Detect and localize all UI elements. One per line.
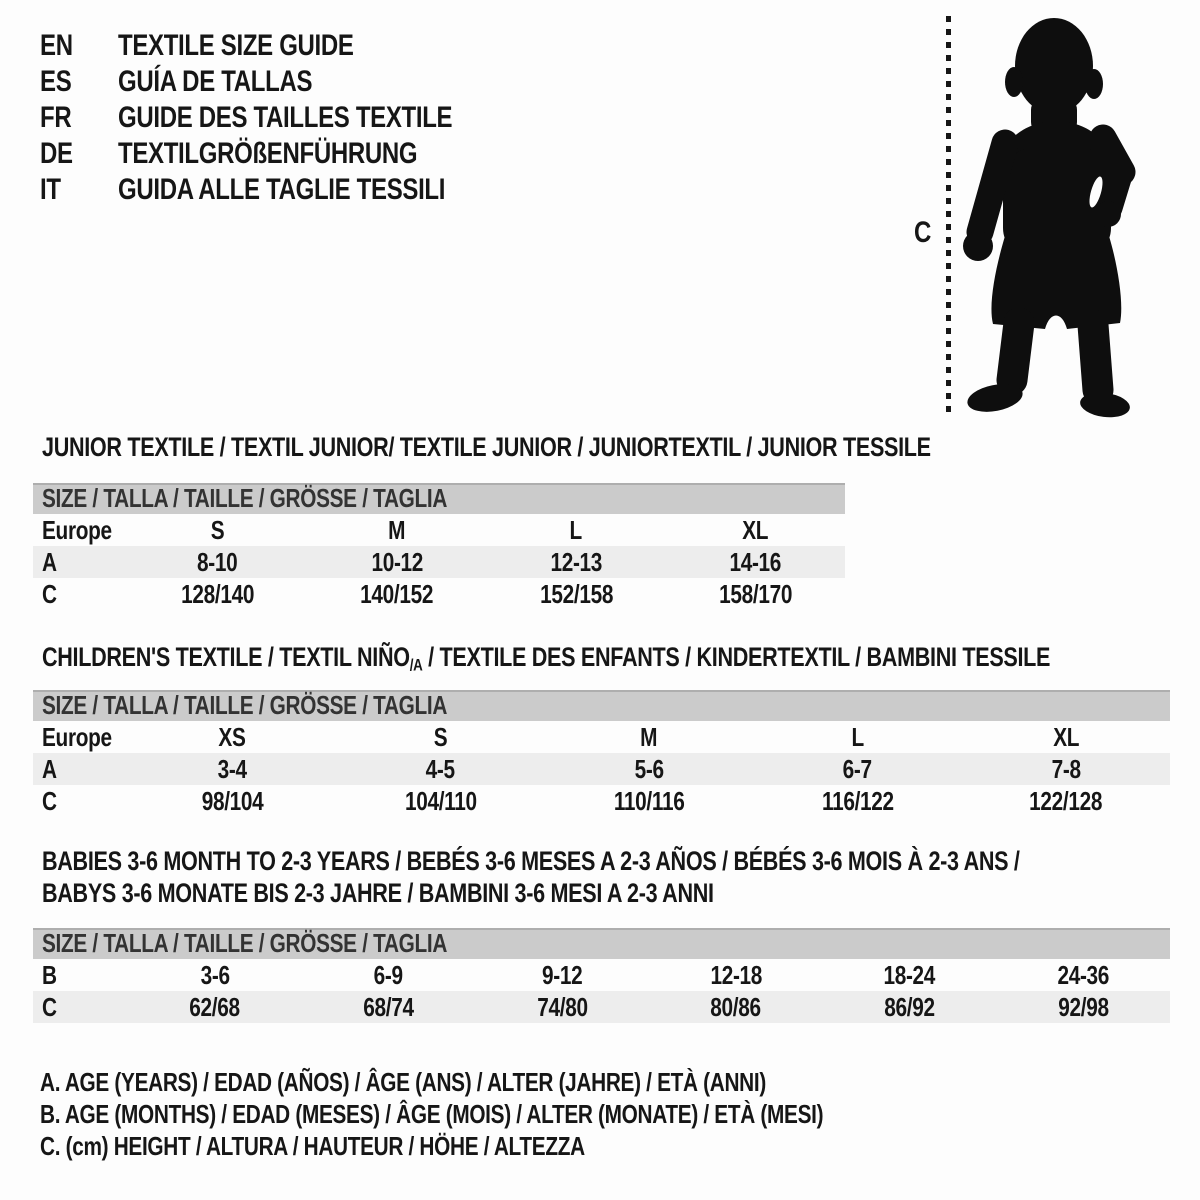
lang-code: IT (40, 173, 61, 206)
lang-row-de (40, 136, 536, 172)
value-cell: 24-36 (1057, 959, 1109, 990)
value-cell: 128/140 (181, 578, 255, 609)
lang-title: TEXTILGRÖßENFÜHRUNG (118, 137, 418, 170)
babies-title-line1: BABIES 3-6 MONTH TO 2-3 YEARS / BEBÉS 3-6 MESES A 2-3 AÑOS / BÉBÉS 3-6 MOIS À 2-3 ANS / (42, 846, 1020, 876)
size-cell: L (851, 721, 864, 752)
value-cell: 6-9 (373, 959, 404, 990)
legend-line-a: A. AGE (YEARS) / EDAD (AÑOS) / ÂGE (ANS) / ALTER (JAHRE) / ETÀ (ANNI) (40, 1066, 766, 1097)
lang-row-es (40, 64, 536, 100)
value-cell: 7-8 (1051, 753, 1081, 784)
table-row (33, 514, 845, 546)
value-cell: 14-16 (729, 546, 782, 577)
row-label: A (42, 546, 57, 577)
row-label: C (42, 785, 57, 816)
row-label: C (42, 991, 57, 1022)
value-cell: 3-4 (217, 753, 247, 784)
value-cell: 158/170 (718, 578, 792, 609)
size-cell: S (433, 721, 448, 752)
value-cell: 5-6 (634, 753, 664, 784)
row-label: A (42, 753, 57, 784)
value-cell: 152/158 (539, 578, 613, 609)
size-cell: M (640, 721, 658, 752)
children-section-title-text (42, 641, 1050, 682)
size-header-label: SIZE / TALLA / TAILLE / GRÖSSE / TAGLIA (42, 690, 448, 720)
value-cell: 98/104 (201, 785, 264, 816)
lang-row-fr (40, 100, 536, 136)
size-header-label: SIZE / TALLA / TAILLE / GRÖSSE / TAGLIA (42, 483, 448, 513)
language-list (40, 28, 536, 208)
lang-code: FR (40, 101, 72, 134)
value-cell: 12-18 (710, 959, 762, 990)
value-cell: 140/152 (360, 578, 434, 609)
value-cell: 4-5 (426, 753, 456, 784)
lang-title: GUIDA ALLE TAGLIE TESSILI (118, 173, 446, 206)
lang-code: ES (40, 65, 72, 98)
lang-code: EN (40, 29, 73, 62)
children-title-subscript: /A (409, 655, 423, 675)
table-row (33, 959, 1170, 991)
table-row (33, 991, 1170, 1023)
lang-title: GUÍA DE TALLAS (118, 65, 313, 98)
value-cell: 10-12 (371, 546, 423, 577)
lang-row-en (40, 28, 536, 64)
value-cell: 86/92 (884, 991, 935, 1022)
babies-title-line2: BABYS 3-6 MONATE BIS 2-3 JAHRE / BAMBINI 3-6 MESI A 2-3 ANNI (42, 878, 714, 908)
legend-line-b: B. AGE (MONTHS) / EDAD (MESES) / ÂGE (MOIS) / ALTER (MONATE) / ETÀ (MESI) (40, 1098, 824, 1129)
legend (40, 1066, 1019, 1162)
size-header-label: SIZE / TALLA / TAILLE / GRÖSSE / TAGLIA (42, 928, 448, 958)
babies-section-title (42, 845, 1200, 909)
value-cell: 74/80 (536, 991, 588, 1022)
size-cell: XL (742, 514, 769, 545)
value-cell: 104/110 (404, 785, 477, 816)
value-cell: 116/122 (821, 785, 894, 816)
value-cell: 18-24 (883, 959, 936, 990)
row-label: Europe (42, 514, 112, 545)
value-cell: 6-7 (842, 753, 872, 784)
row-label: C (42, 578, 57, 609)
children-section-title (42, 641, 1200, 682)
babies-size-header-bar (33, 928, 1170, 959)
value-cell: 8-10 (197, 546, 238, 577)
size-cell: S (210, 514, 225, 545)
size-cell: M (388, 514, 406, 545)
row-label: B (42, 959, 57, 990)
value-cell: 3-6 (200, 959, 230, 990)
value-cell: 62/68 (189, 991, 241, 1022)
value-cell: 9-12 (541, 959, 583, 990)
table-row (33, 578, 845, 610)
lang-row-it (40, 172, 536, 208)
value-cell: 80/86 (710, 991, 762, 1022)
value-cell: 68/74 (363, 991, 414, 1022)
value-cell: 110/116 (613, 785, 685, 816)
lang-title: TEXTILE SIZE GUIDE (118, 29, 354, 62)
row-label: Europe (42, 721, 112, 752)
height-measure-dashed-line (946, 16, 951, 414)
lang-code: DE (40, 137, 73, 170)
junior-section-title-text: JUNIOR TEXTILE / TEXTIL JUNIOR/ TEXTILE JUNIOR / JUNIORTEXTIL / JUNIOR TESSILE (42, 432, 931, 462)
babies-size-table (33, 928, 1170, 1023)
children-title-after: / TEXTILE DES ENFANTS / KINDERTEXTIL / BAMBINI TESSILE (422, 642, 1051, 672)
children-size-table (33, 690, 1170, 817)
value-cell: 92/98 (1057, 991, 1109, 1022)
table-row (33, 753, 1170, 785)
size-cell: XS (218, 721, 246, 752)
children-title-before: CHILDREN'S TEXTILE / TEXTIL NIÑO (42, 642, 410, 672)
children-size-header-bar (33, 690, 1170, 721)
height-measure-label: C (914, 216, 932, 249)
table-row (33, 721, 1170, 753)
legend-line-c: C. (cm) HEIGHT / ALTURA / HAUTEUR / HÖHE / ALTEZZA (40, 1130, 585, 1161)
size-cell: XL (1052, 721, 1079, 752)
toddler-silhouette-icon (955, 8, 1150, 420)
lang-title: GUIDE DES TAILLES TEXTILE (118, 101, 453, 134)
table-row (33, 785, 1170, 817)
value-cell: 12-13 (550, 546, 602, 577)
junior-section-title (42, 431, 1153, 463)
size-cell: L (569, 514, 583, 545)
junior-size-table (33, 483, 845, 610)
value-cell: 122/128 (1029, 785, 1103, 816)
junior-size-header-bar (33, 483, 845, 514)
table-row (33, 546, 845, 578)
